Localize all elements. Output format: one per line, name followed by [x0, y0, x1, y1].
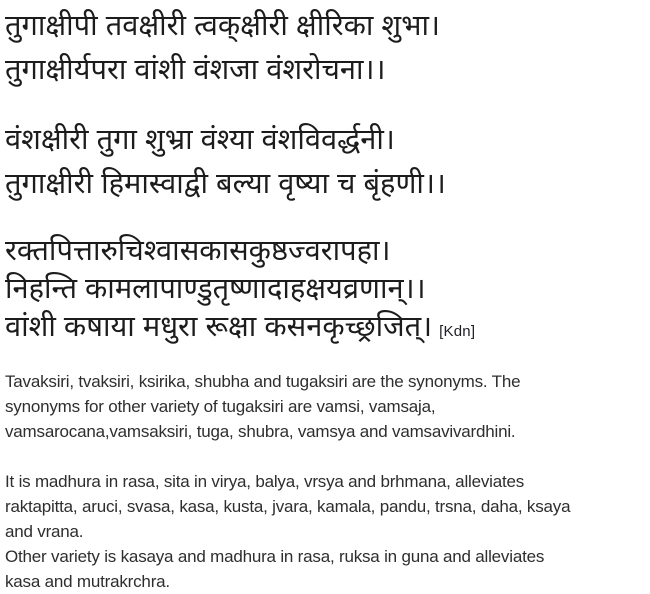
verse-2-line-1: वंशक्षीरी तुगा शुभ्रा वंश्या वंशविवर्द्धनी। [5, 124, 395, 156]
paragraph-2-line-1: It is madhura in rasa, sita in virya, balya, vrsya and brhmana, alleviates [5, 472, 525, 491]
paragraph-2-line-5: kasa and mutrakrchra. [5, 572, 170, 591]
paragraph-1-line-2: synonyms for other variety of tugaksiri are vamsi, vamsaja, [5, 397, 436, 416]
source-citation-kdn: [Kdn] [439, 323, 476, 340]
sanskrit-verse-1 [5, 4, 646, 92]
paragraph-2-line-4: Other variety is kasaya and madhura in rasa, ruksa in guna and alleviates [5, 547, 545, 566]
verse-3-line-3-text: वांशी कषाया मधुरा रूक्षा कसनकृच्छ्रजित्। [5, 311, 433, 343]
verse-3-line-2: निहन्ति कामलापाण्डुतृष्णादाहक्षयव्रणान्।। [5, 273, 426, 305]
verse-2-line-2: तुगाक्षीरी हिमास्वाद्वी बल्या वृष्या च बृंहणी।। [5, 168, 446, 200]
paragraph-2-line-3: and vrana. [5, 522, 84, 541]
verse-3-line-3 [5, 308, 646, 351]
verse-3-line-1: रक्तपित्तारुचिश्वासकासकुष्ठज्वरापहा। [5, 235, 391, 267]
english-paragraph-properties [5, 469, 646, 594]
verse-1-line-1: तुगाक्षीपी तवक्षीरी त्वक्‌क्षीरी क्षीरिका शुभा। [5, 10, 441, 42]
verse-1-line-2: तुगाक्षीर्यपरा वांशी वंशजा वंशरोचना।। [5, 54, 386, 86]
sanskrit-verse-2 [5, 118, 646, 206]
paragraph-2-line-2: raktapitta, aruci, svasa, kasa, kusta, jvara, kamala, pandu, trsna, daha, ksaya [5, 497, 571, 516]
paragraph-1-line-3: vamsarocana,vamsaksiri, tuga, shubra, vamsya and vamsavivardhini. [5, 422, 516, 441]
sanskrit-verse-3 [5, 232, 646, 351]
english-paragraph-synonyms [5, 369, 646, 444]
paragraph-1-line-1: Tavaksiri, tvaksiri, ksirika, shubha and tugaksiri are the synonyms. The [5, 372, 521, 391]
